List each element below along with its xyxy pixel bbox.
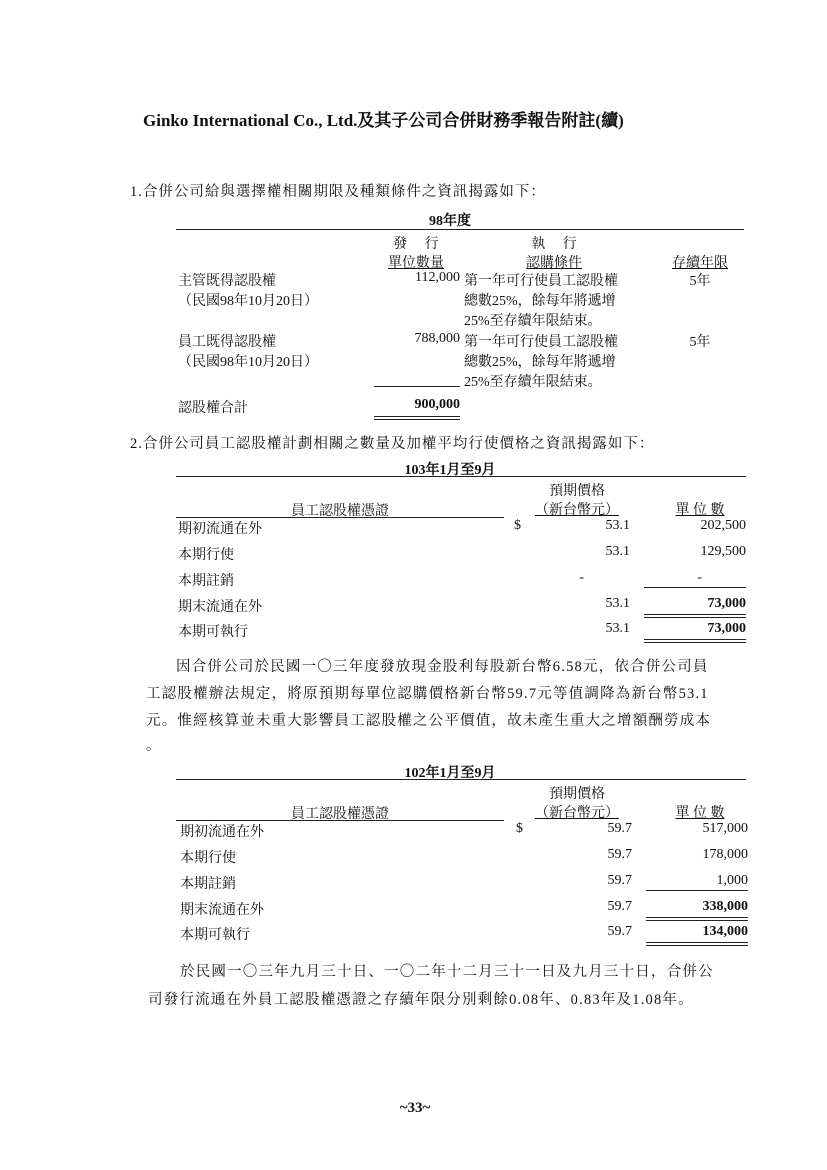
page-title: Ginko International Co., Ltd.及其子公司合併財務季報告附註(續) [143, 111, 624, 130]
col-issue-line2: 單位數量 [388, 256, 444, 271]
s1-subtotal-rule [374, 386, 460, 387]
s1-row1-years: 5年 [689, 274, 711, 289]
t1-col-price-line1: 預期價格 [549, 484, 605, 499]
col-years: 存續年限 [672, 256, 728, 271]
section1-top-rule [176, 229, 744, 230]
s1-row2-qty: 788,000 [414, 331, 460, 346]
t2-row4-units: 338,000 [702, 899, 748, 914]
t2-row1-units: 517,000 [702, 821, 748, 836]
col-exec-line1: 執 行 [531, 237, 577, 252]
s1-row1-name: 主管既得認股權 [178, 274, 276, 289]
t1-col-units: 單 位 數 [675, 503, 725, 518]
t1-row5-double-rule [644, 639, 746, 643]
t1-row5-label: 本期可執行 [178, 625, 248, 640]
t1-row3-price: - [579, 570, 584, 585]
s1-total-qty: 900,000 [414, 397, 460, 412]
t1-row1-label: 期初流通在外 [178, 522, 262, 537]
section1-period: 98年度 [429, 214, 471, 229]
t1-row2-label: 本期行使 [178, 548, 234, 563]
t1-subtotal-rule [644, 587, 746, 588]
s1-row2-cond1: 第一年可行使員工認股權 [464, 335, 618, 350]
t1-col-label: 員工認股權憑證 [291, 504, 389, 519]
t1-row4-double-rule [644, 614, 746, 618]
t2-row4-price: 59.7 [607, 899, 632, 914]
para2-line2: 司發行流通在外員工認股權憑證之存續年限分別剩餘0.08年、0.83年及1.08年。 [148, 992, 694, 1008]
s1-row2-date: （民國98年10月20日） [178, 355, 318, 370]
t2-row4-double-rule [646, 917, 748, 921]
s1-row1-cond3: 25%至存續年限結束。 [464, 314, 602, 329]
t1-currency: $ [514, 518, 521, 533]
s1-row1-cond1: 第一年可行使員工認股權 [464, 274, 618, 289]
t2-row5-units: 134,000 [702, 924, 748, 939]
t1-row5-units: 73,000 [707, 621, 746, 636]
t1-row4-price: 53.1 [605, 596, 630, 611]
s1-row2-cond3: 25%至存續年限結束。 [464, 375, 602, 390]
t1-row4-units: 73,000 [707, 596, 746, 611]
t1-row2-price: 53.1 [605, 544, 630, 559]
para2-line1: 於民國一〇三年九月三十日、一〇二年十二月三十一日及九月三十日，合併公 [180, 964, 714, 980]
t2-row5-price: 59.7 [607, 924, 632, 939]
t2-row1-price: 59.7 [607, 821, 632, 836]
t1-row5-price: 53.1 [605, 621, 630, 636]
t2-row5-double-rule [646, 942, 748, 946]
s1-row2-years: 5年 [689, 335, 711, 350]
t2-col-label: 員工認股權憑證 [291, 807, 389, 822]
t2-top-rule [176, 779, 746, 780]
t2-row3-label: 本期註銷 [180, 877, 236, 892]
t1-row3-label: 本期註銷 [178, 574, 234, 589]
t2-row2-label: 本期行使 [180, 851, 236, 866]
s1-row1-qty: 112,000 [415, 270, 460, 285]
s1-row1-date: （民國98年10月20日） [178, 294, 318, 309]
t1-row1-price: 53.1 [605, 518, 630, 533]
t2-row1-label: 期初流通在外 [180, 825, 264, 840]
t2-row2-price: 59.7 [607, 847, 632, 862]
t2-row3-units: 1,000 [716, 873, 748, 888]
section2-heading: 2.合併公司員工認股權計劃相關之數量及加權平均行使價格之資訊揭露如下： [130, 436, 655, 452]
para1-line2: 工認股權辦法規定，將原預期每單位認購價格新台幣59.7元等值調降為新台幣53.1 [146, 686, 709, 702]
t2-col-price-line2: （新台幣元） [535, 806, 619, 821]
t1-row1-units: 202,500 [700, 518, 746, 533]
t2-col-units: 單 位 數 [675, 806, 725, 821]
s1-row2-name: 員工既得認股權 [178, 335, 276, 350]
t2-row3-price: 59.7 [607, 873, 632, 888]
para1-line1: 因合併公司於民國一〇三年度發放現金股利每股新台幣6.58元，依合併公司員 [176, 659, 709, 675]
t2-row4-label: 期末流通在外 [180, 903, 264, 918]
para1-line3: 元。惟經核算並未重大影響員工認股權之公平價值，故未產生重大之增額酬勞成本 [146, 713, 712, 729]
s1-total-double-rule [374, 416, 460, 420]
s1-total-label: 認股權合計 [178, 401, 248, 416]
section1-heading: 1.合併公司給與選擇權相關期限及種類條件之資訊揭露如下： [130, 184, 546, 200]
para1-line4: 。 [146, 738, 162, 754]
t2-period: 102年1月至9月 [404, 766, 496, 781]
t1-row4-label: 期末流通在外 [178, 600, 262, 615]
t2-row2-units: 178,000 [702, 847, 748, 862]
col-issue-line1: 發 行 [393, 237, 439, 252]
t1-col-price-line2: （新台幣元） [535, 503, 619, 518]
t2-col-price-line1: 預期價格 [549, 787, 605, 802]
t1-top-rule [176, 476, 746, 477]
t2-row5-label: 本期可執行 [180, 928, 250, 943]
s1-row2-cond2: 總數25%，餘每年將遞增 [464, 355, 616, 370]
t1-period: 103年1月至9月 [404, 463, 496, 478]
page-number: ~33~ [399, 1100, 431, 1116]
t2-subtotal-rule [646, 890, 748, 891]
t1-row3-units: - [697, 570, 702, 585]
s1-row1-cond2: 總數25%，餘每年將遞增 [464, 294, 616, 309]
t2-currency: $ [516, 821, 523, 836]
t1-row2-units: 129,500 [700, 544, 746, 559]
col-exec-line2: 認購條件 [526, 256, 582, 271]
